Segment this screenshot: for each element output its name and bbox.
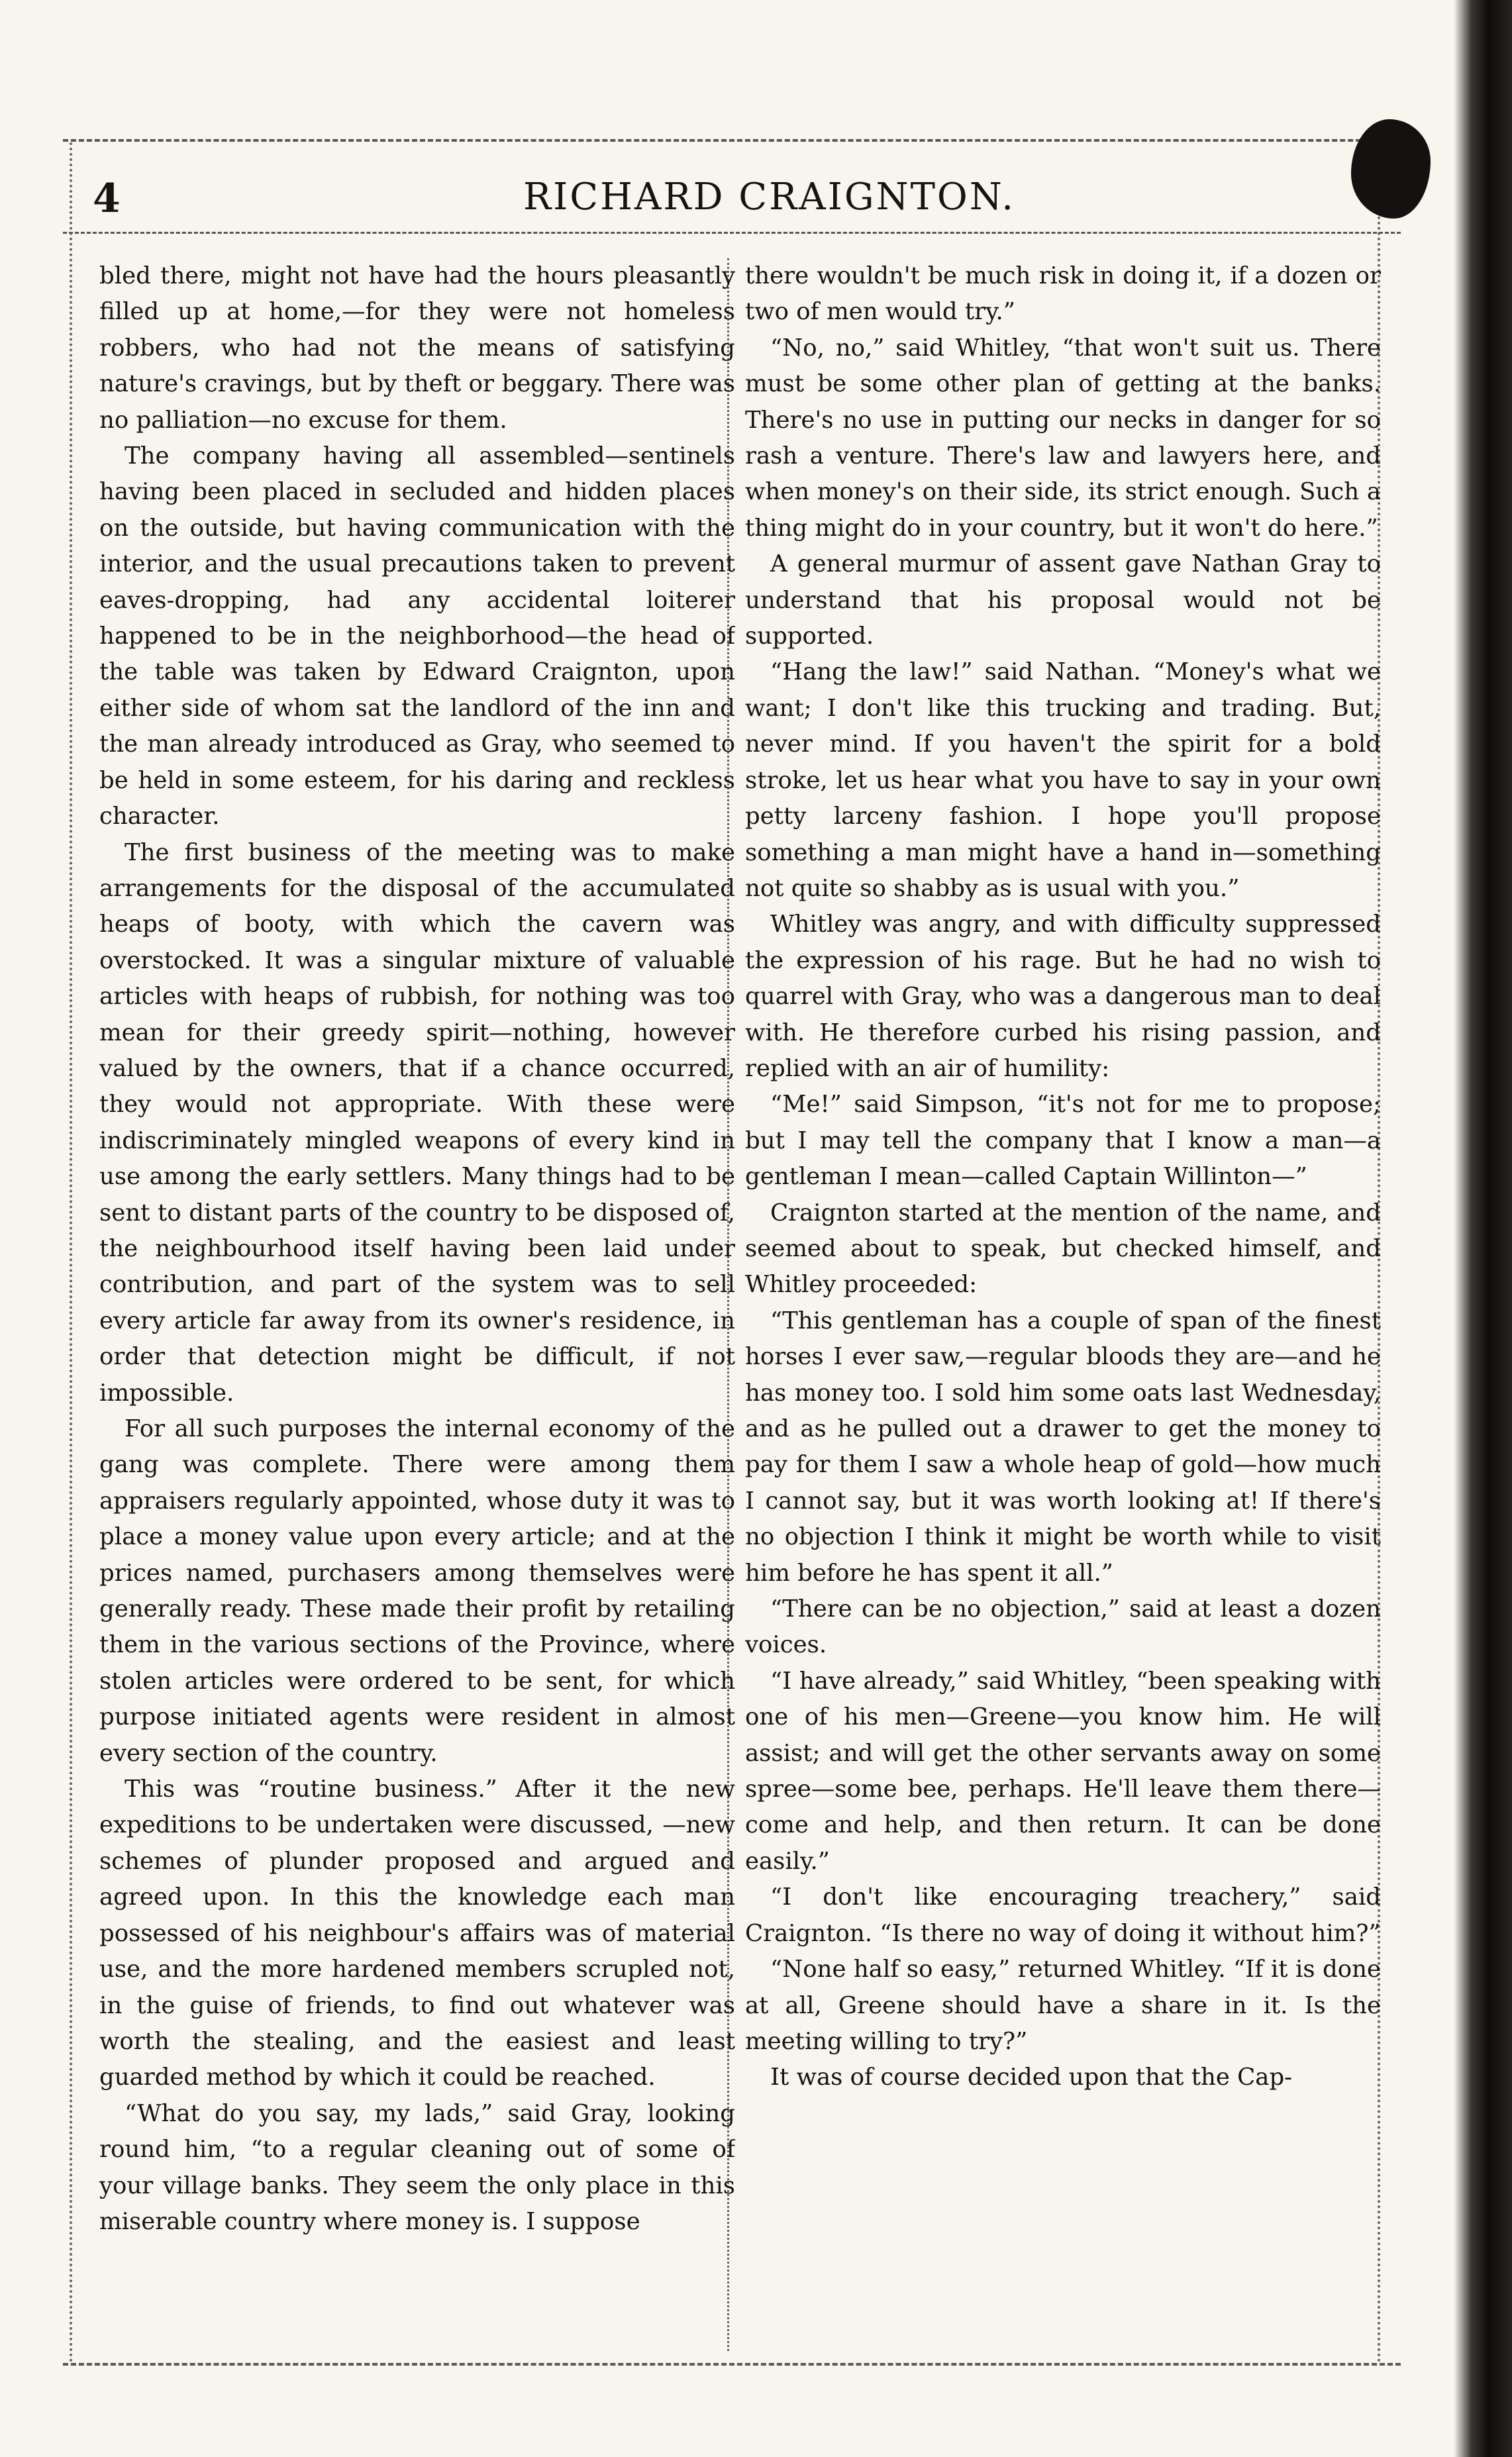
header-underline-rule	[63, 232, 1401, 234]
paragraph: Whitley was angry, and with difficulty suppressed the expression of his rage. But he had no wish to quarrel with Gray, who was a dangerous man to deal with. He therefore curbed his rising passion, and replied with an air of humility:	[745, 911, 1381, 1082]
paragraph: A general murmur of assent gave Nathan Gray to understand that his proposal would not be supported.	[745, 550, 1381, 650]
bottom-border-rule	[63, 2363, 1401, 2366]
book-spine-shadow	[1454, 0, 1512, 2457]
paragraph: This was “routine business.” After it the new expeditions to be undertaken were discussed, —new schemes of plunder proposed and argued and agreed upon. In this the knowledge each man possessed of his neighbour's affairs was of material use, and the more hardened members scrupled not, in the guise of friends, to find out whatever was worth the stealing, and the easiest and least guarded method by which it could be reached.	[99, 1776, 735, 2091]
paragraph: bled there, might not have had the hours pleasantly filled up at home,—for they were not homeless robbers, who had not the means of satisfying nature's cravings, but by theft or beggary. There was no palliation—no excuse for them.	[99, 262, 735, 434]
paragraph: Craignton started at the mention of the name, and seemed about to speak, but checked himself, and Whitley proceeded:	[745, 1199, 1381, 1299]
paragraph: “What do you say, my lads,” said Gray, looking round him, “to a regular cleaning out of some of your village banks. They seem the only place in this miserable country where money is. I suppose	[99, 2099, 735, 2235]
paragraph: “This gentleman has a couple of span of the finest horses I ever saw,—regular bloods they are—and he has money too. I sold him some oats last Wednesday, and as he pulled out a drawer to get the money to pay for them I saw a whole heap of gold—how much I cannot say, but it was worth looking at! If there's no objection I think it might be worth while to visit him before he has spent it all.”	[745, 1307, 1381, 1587]
paragraph: For all such purposes the internal economy of the gang was complete. There were among them appraisers regularly appointed, whose duty it was to place a money value upon every article; and at the prices named, purchasers among themselves were generally ready. These made their profit by retailing them in the various sections of the Province, where stolen articles were ordered to be sent, for which purpose initiated agents were resident in almost every section of the country.	[99, 1415, 735, 1767]
paragraph: The company having all assembled—sentinels having been placed in secluded and hidden places on the outside, but having communication with the interior, and the usual precautions taken to prevent eaves-dropping, had any accidental loiterer happened to be in the neighborhood—the head of the table was taken by Edward Craignton, upon either side of whom sat the landlord of the inn and the man already introduced as Gray, who seemed to be held in some esteem, for his daring and reckless character.	[99, 442, 735, 830]
paragraph: It was of course decided upon that the Cap-	[770, 2064, 1293, 2091]
paragraph: “None half so easy,” returned Whitley. “If it is done at all, Greene should have a share in it. Is the meeting willing to try?”	[745, 1956, 1381, 2055]
paragraph: “There can be no objection,” said at least a dozen voices.	[745, 1595, 1381, 1659]
top-border-rule	[63, 139, 1401, 142]
paragraph: “Hang the law!” said Nathan. “Money's what we want; I don't like this trucking and trading. But, never mind. If you haven't the spirit for a bold stroke, let us hear what you have to say in your own petty larceny fashion. I hope you'll propose something a man might have a hand in—something not quite so shabby as is usual with you.”	[745, 658, 1381, 902]
left-text-column	[99, 258, 735, 2354]
paragraph: The first business of the meeting was to make arrangements for the disposal of the accumulated heaps of booty, with which the cavern was overstocked. It was a singular mixture of valuable articles with heaps of rubbish, for nothing was too mean for their greedy spirit—nothing, however valued by the owners, that if a chance occurred, they would not appropriate. With these were indiscriminately mingled weapons of every kind in use among the early settlers. Many things had to be sent to distant parts of the country to be disposed of, the neighbourhood itself having been laid under contribution, and part of the system was to sell every article far away from its owner's residence, in order that detection might be difficult, if not impossible.	[99, 838, 735, 1407]
right-text-column	[745, 258, 1381, 2354]
paragraph: “I don't like encouraging treachery,” said Craignton. “Is there no way of doing it without him?”	[745, 1883, 1381, 1947]
paragraph: there wouldn't be much risk in doing it, if a dozen or two of men would try.”	[745, 262, 1381, 326]
paragraph: “I have already,” said Whitley, “been speaking with one of his men—Greene—you know him. He will assist; and will get the other servants away on some spree—some bee, perhaps. He'll leave them there—come and help, and then return. It can be done easily.”	[745, 1667, 1381, 1875]
left-border-rule	[70, 142, 72, 2364]
paragraph: “No, no,” said Whitley, “that won't suit us. There must be some other plan of getting at the banks. There's no use in putting our necks in danger for so rash a venture. There's law and lawyers here, and when money's on their side, its strict enough. Such a thing might do in your country, but it won't do here.”	[745, 334, 1381, 542]
running-title: RICHARD CRAIGNTON.	[523, 176, 1016, 219]
page-header	[0, 162, 1512, 228]
paragraph: “Me!” said Simpson, “it's not for me to propose; but I may tell the company that I know a man—a gentleman I mean—called Captain Willinton—”	[745, 1091, 1381, 1191]
page-number: 4	[93, 176, 121, 222]
